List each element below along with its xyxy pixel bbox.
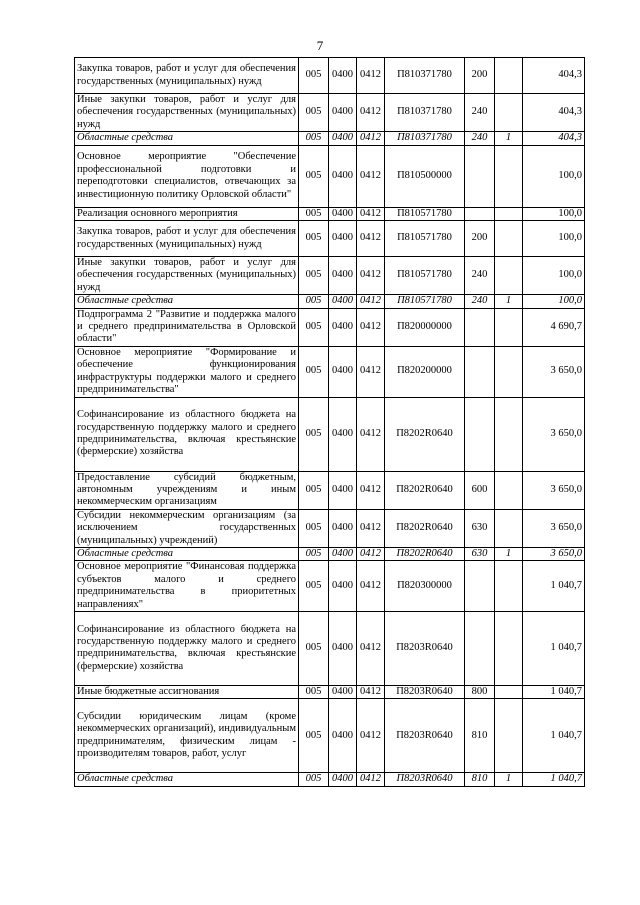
- ministry-code: 005: [299, 397, 329, 471]
- funding-source-code: [495, 611, 523, 685]
- table-row: [75, 207, 585, 220]
- funding-source-code: [495, 346, 523, 397]
- section-code: 0400: [329, 773, 357, 786]
- funding-source-code: [495, 471, 523, 509]
- expense-type-code: [465, 611, 495, 685]
- ministry-code: 005: [299, 257, 329, 295]
- section-code: 0400: [329, 611, 357, 685]
- subsection-code: 0412: [357, 346, 385, 397]
- subsection-code: 0412: [357, 547, 385, 560]
- funding-source-code: [495, 308, 523, 346]
- ministry-code: 005: [299, 547, 329, 560]
- target-article-code: П820300000: [385, 561, 465, 612]
- ministry-code: 005: [299, 207, 329, 220]
- subsection-code: 0412: [357, 295, 385, 308]
- expense-type-code: 810: [465, 699, 495, 773]
- row-name: Основное мероприятие "Формирование и обеспечение функционирования инфраструктуры поддержки малого и среднего предпринимательства": [75, 346, 299, 397]
- table-row: [75, 295, 585, 308]
- funding-source-code: 1: [495, 295, 523, 308]
- amount: 3 650,0: [523, 547, 585, 560]
- target-article-code: П8202R0640: [385, 509, 465, 547]
- expense-type-code: 630: [465, 547, 495, 560]
- section-code: 0400: [329, 257, 357, 295]
- amount: 3 650,0: [523, 346, 585, 397]
- target-article-code: П8203R0640: [385, 685, 465, 698]
- expense-type-code: 240: [465, 132, 495, 145]
- subsection-code: 0412: [357, 699, 385, 773]
- funding-source-code: [495, 561, 523, 612]
- row-name: Областные средства: [75, 295, 299, 308]
- target-article-code: П810571780: [385, 295, 465, 308]
- amount: 3 650,0: [523, 471, 585, 509]
- funding-source-code: 1: [495, 547, 523, 560]
- ministry-code: 005: [299, 308, 329, 346]
- ministry-code: 005: [299, 221, 329, 257]
- table-row: [75, 773, 585, 786]
- funding-source-code: [495, 699, 523, 773]
- subsection-code: 0412: [357, 58, 385, 94]
- expense-type-code: [465, 308, 495, 346]
- table-row: [75, 58, 585, 94]
- subsection-code: 0412: [357, 685, 385, 698]
- section-code: 0400: [329, 561, 357, 612]
- section-code: 0400: [329, 308, 357, 346]
- expense-type-code: [465, 145, 495, 207]
- target-article-code: П810571780: [385, 221, 465, 257]
- expense-type-code: 800: [465, 685, 495, 698]
- funding-source-code: [495, 207, 523, 220]
- subsection-code: 0412: [357, 132, 385, 145]
- amount: 3 650,0: [523, 397, 585, 471]
- row-name: Закупка товаров, работ и услуг для обеспечения государственных (муниципальных) нужд: [75, 221, 299, 257]
- amount: 4 690,7: [523, 308, 585, 346]
- section-code: 0400: [329, 346, 357, 397]
- amount: 1 040,7: [523, 699, 585, 773]
- section-code: 0400: [329, 221, 357, 257]
- row-name: Предоставление субсидий бюджетным, автономным учреждениям и иным некоммерческим организациям: [75, 471, 299, 509]
- amount: 100,0: [523, 207, 585, 220]
- amount: 100,0: [523, 257, 585, 295]
- table-row: [75, 561, 585, 612]
- target-article-code: П8202R0640: [385, 397, 465, 471]
- ministry-code: 005: [299, 145, 329, 207]
- target-article-code: П810371780: [385, 58, 465, 94]
- funding-source-code: [495, 58, 523, 94]
- funding-source-code: [495, 145, 523, 207]
- row-name: Областные средства: [75, 773, 299, 786]
- section-code: 0400: [329, 207, 357, 220]
- target-article-code: П810371780: [385, 132, 465, 145]
- subsection-code: 0412: [357, 561, 385, 612]
- subsection-code: 0412: [357, 207, 385, 220]
- ministry-code: 005: [299, 699, 329, 773]
- expense-type-code: 200: [465, 221, 495, 257]
- subsection-code: 0412: [357, 509, 385, 547]
- amount: 404,3: [523, 58, 585, 94]
- amount: 404,3: [523, 94, 585, 132]
- funding-source-code: [495, 397, 523, 471]
- ministry-code: 005: [299, 295, 329, 308]
- amount: 1 040,7: [523, 611, 585, 685]
- target-article-code: П8203R0640: [385, 611, 465, 685]
- amount: 1 040,7: [523, 773, 585, 786]
- expense-type-code: 810: [465, 773, 495, 786]
- target-article-code: П810371780: [385, 94, 465, 132]
- subsection-code: 0412: [357, 94, 385, 132]
- amount: 100,0: [523, 295, 585, 308]
- subsection-code: 0412: [357, 257, 385, 295]
- section-code: 0400: [329, 132, 357, 145]
- section-code: 0400: [329, 94, 357, 132]
- target-article-code: П810500000: [385, 145, 465, 207]
- table-row: [75, 509, 585, 547]
- expense-type-code: 600: [465, 471, 495, 509]
- section-code: 0400: [329, 547, 357, 560]
- expense-type-code: [465, 397, 495, 471]
- section-code: 0400: [329, 397, 357, 471]
- ministry-code: 005: [299, 94, 329, 132]
- target-article-code: П810571780: [385, 257, 465, 295]
- subsection-code: 0412: [357, 773, 385, 786]
- row-name: Иные бюджетные ассигнования: [75, 685, 299, 698]
- table-row: [75, 685, 585, 698]
- expense-type-code: 200: [465, 58, 495, 94]
- funding-source-code: [495, 94, 523, 132]
- amount: 3 650,0: [523, 509, 585, 547]
- table-row: [75, 132, 585, 145]
- section-code: 0400: [329, 145, 357, 207]
- target-article-code: П820000000: [385, 308, 465, 346]
- expense-type-code: [465, 207, 495, 220]
- expense-type-code: [465, 346, 495, 397]
- target-article-code: П8203R0640: [385, 773, 465, 786]
- section-code: 0400: [329, 471, 357, 509]
- subsection-code: 0412: [357, 145, 385, 207]
- row-name: Софинансирование из областного бюджета на государственную поддержку малого и среднего предпринимательства, включая крестьянские (фермерские) хозяйства: [75, 611, 299, 685]
- section-code: 0400: [329, 509, 357, 547]
- ministry-code: 005: [299, 346, 329, 397]
- ministry-code: 005: [299, 58, 329, 94]
- target-article-code: П8202R0640: [385, 471, 465, 509]
- amount: 1 040,7: [523, 685, 585, 698]
- target-article-code: П810571780: [385, 207, 465, 220]
- page-number: 7: [316, 38, 324, 53]
- funding-source-code: [495, 509, 523, 547]
- funding-source-code: 1: [495, 773, 523, 786]
- subsection-code: 0412: [357, 221, 385, 257]
- expense-type-code: 240: [465, 94, 495, 132]
- target-article-code: П8203R0640: [385, 699, 465, 773]
- row-name: Закупка товаров, работ и услуг для обеспечения государственных (муниципальных) нужд: [75, 58, 299, 94]
- row-name: Софинансирование из областного бюджета на государственную поддержку малого и среднего предпринимательства, включая крестьянские (фермерские) хозяйства: [75, 397, 299, 471]
- table-row: [75, 346, 585, 397]
- ministry-code: 005: [299, 132, 329, 145]
- ministry-code: 005: [299, 509, 329, 547]
- subsection-code: 0412: [357, 308, 385, 346]
- amount: 100,0: [523, 221, 585, 257]
- ministry-code: 005: [299, 773, 329, 786]
- ministry-code: 005: [299, 685, 329, 698]
- table-row: [75, 94, 585, 132]
- expense-type-code: 240: [465, 257, 495, 295]
- row-name: Субсидии юридическим лицам (кроме некоммерческих организаций), индивидуальным предпринимателям, физическим лицам - производителям товаров, работ, услуг: [75, 699, 299, 773]
- row-name: Подпрограмма 2 "Развитие и поддержка малого и среднего предпринимательства в Орловской области": [75, 308, 299, 346]
- row-name: Основное мероприятие "Финансовая поддержка субъектов малого и среднего предпринимательства в приоритетных направлениях": [75, 561, 299, 612]
- table-row: [75, 308, 585, 346]
- expense-type-code: 630: [465, 509, 495, 547]
- table-row: [75, 699, 585, 773]
- amount: 100,0: [523, 145, 585, 207]
- table-row: [75, 471, 585, 509]
- row-name: Основное мероприятие "Обеспечение профессиональной подготовки и переподготовки специалистов, отвечающих за инвестиционную политику Орловской области": [75, 145, 299, 207]
- row-name: Иные закупки товаров, работ и услуг для обеспечения государственных (муниципальных) нужд: [75, 257, 299, 295]
- table-row: [75, 611, 585, 685]
- amount: 1 040,7: [523, 561, 585, 612]
- section-code: 0400: [329, 295, 357, 308]
- target-article-code: П8202R0640: [385, 547, 465, 560]
- table-row: [75, 547, 585, 560]
- ministry-code: 005: [299, 561, 329, 612]
- row-name: Иные закупки товаров, работ и услуг для обеспечения государственных (муниципальных) нужд: [75, 94, 299, 132]
- row-name: Областные средства: [75, 132, 299, 145]
- amount: 404,3: [523, 132, 585, 145]
- ministry-code: 005: [299, 471, 329, 509]
- table-row: [75, 257, 585, 295]
- funding-source-code: 1: [495, 132, 523, 145]
- subsection-code: 0412: [357, 611, 385, 685]
- funding-source-code: [495, 221, 523, 257]
- row-name: Реализация основного мероприятия: [75, 207, 299, 220]
- expense-type-code: [465, 561, 495, 612]
- row-name: Субсидии некоммерческим организациям (за исключением государственных (муниципальных) учреждений): [75, 509, 299, 547]
- table-row: [75, 397, 585, 471]
- section-code: 0400: [329, 58, 357, 94]
- section-code: 0400: [329, 699, 357, 773]
- table-row: [75, 221, 585, 257]
- funding-source-code: [495, 257, 523, 295]
- section-code: 0400: [329, 685, 357, 698]
- target-article-code: П820200000: [385, 346, 465, 397]
- budget-table: [74, 57, 585, 787]
- funding-source-code: [495, 685, 523, 698]
- ministry-code: 005: [299, 611, 329, 685]
- subsection-code: 0412: [357, 397, 385, 471]
- row-name: Областные средства: [75, 547, 299, 560]
- expense-type-code: 240: [465, 295, 495, 308]
- table-row: [75, 145, 585, 207]
- subsection-code: 0412: [357, 471, 385, 509]
